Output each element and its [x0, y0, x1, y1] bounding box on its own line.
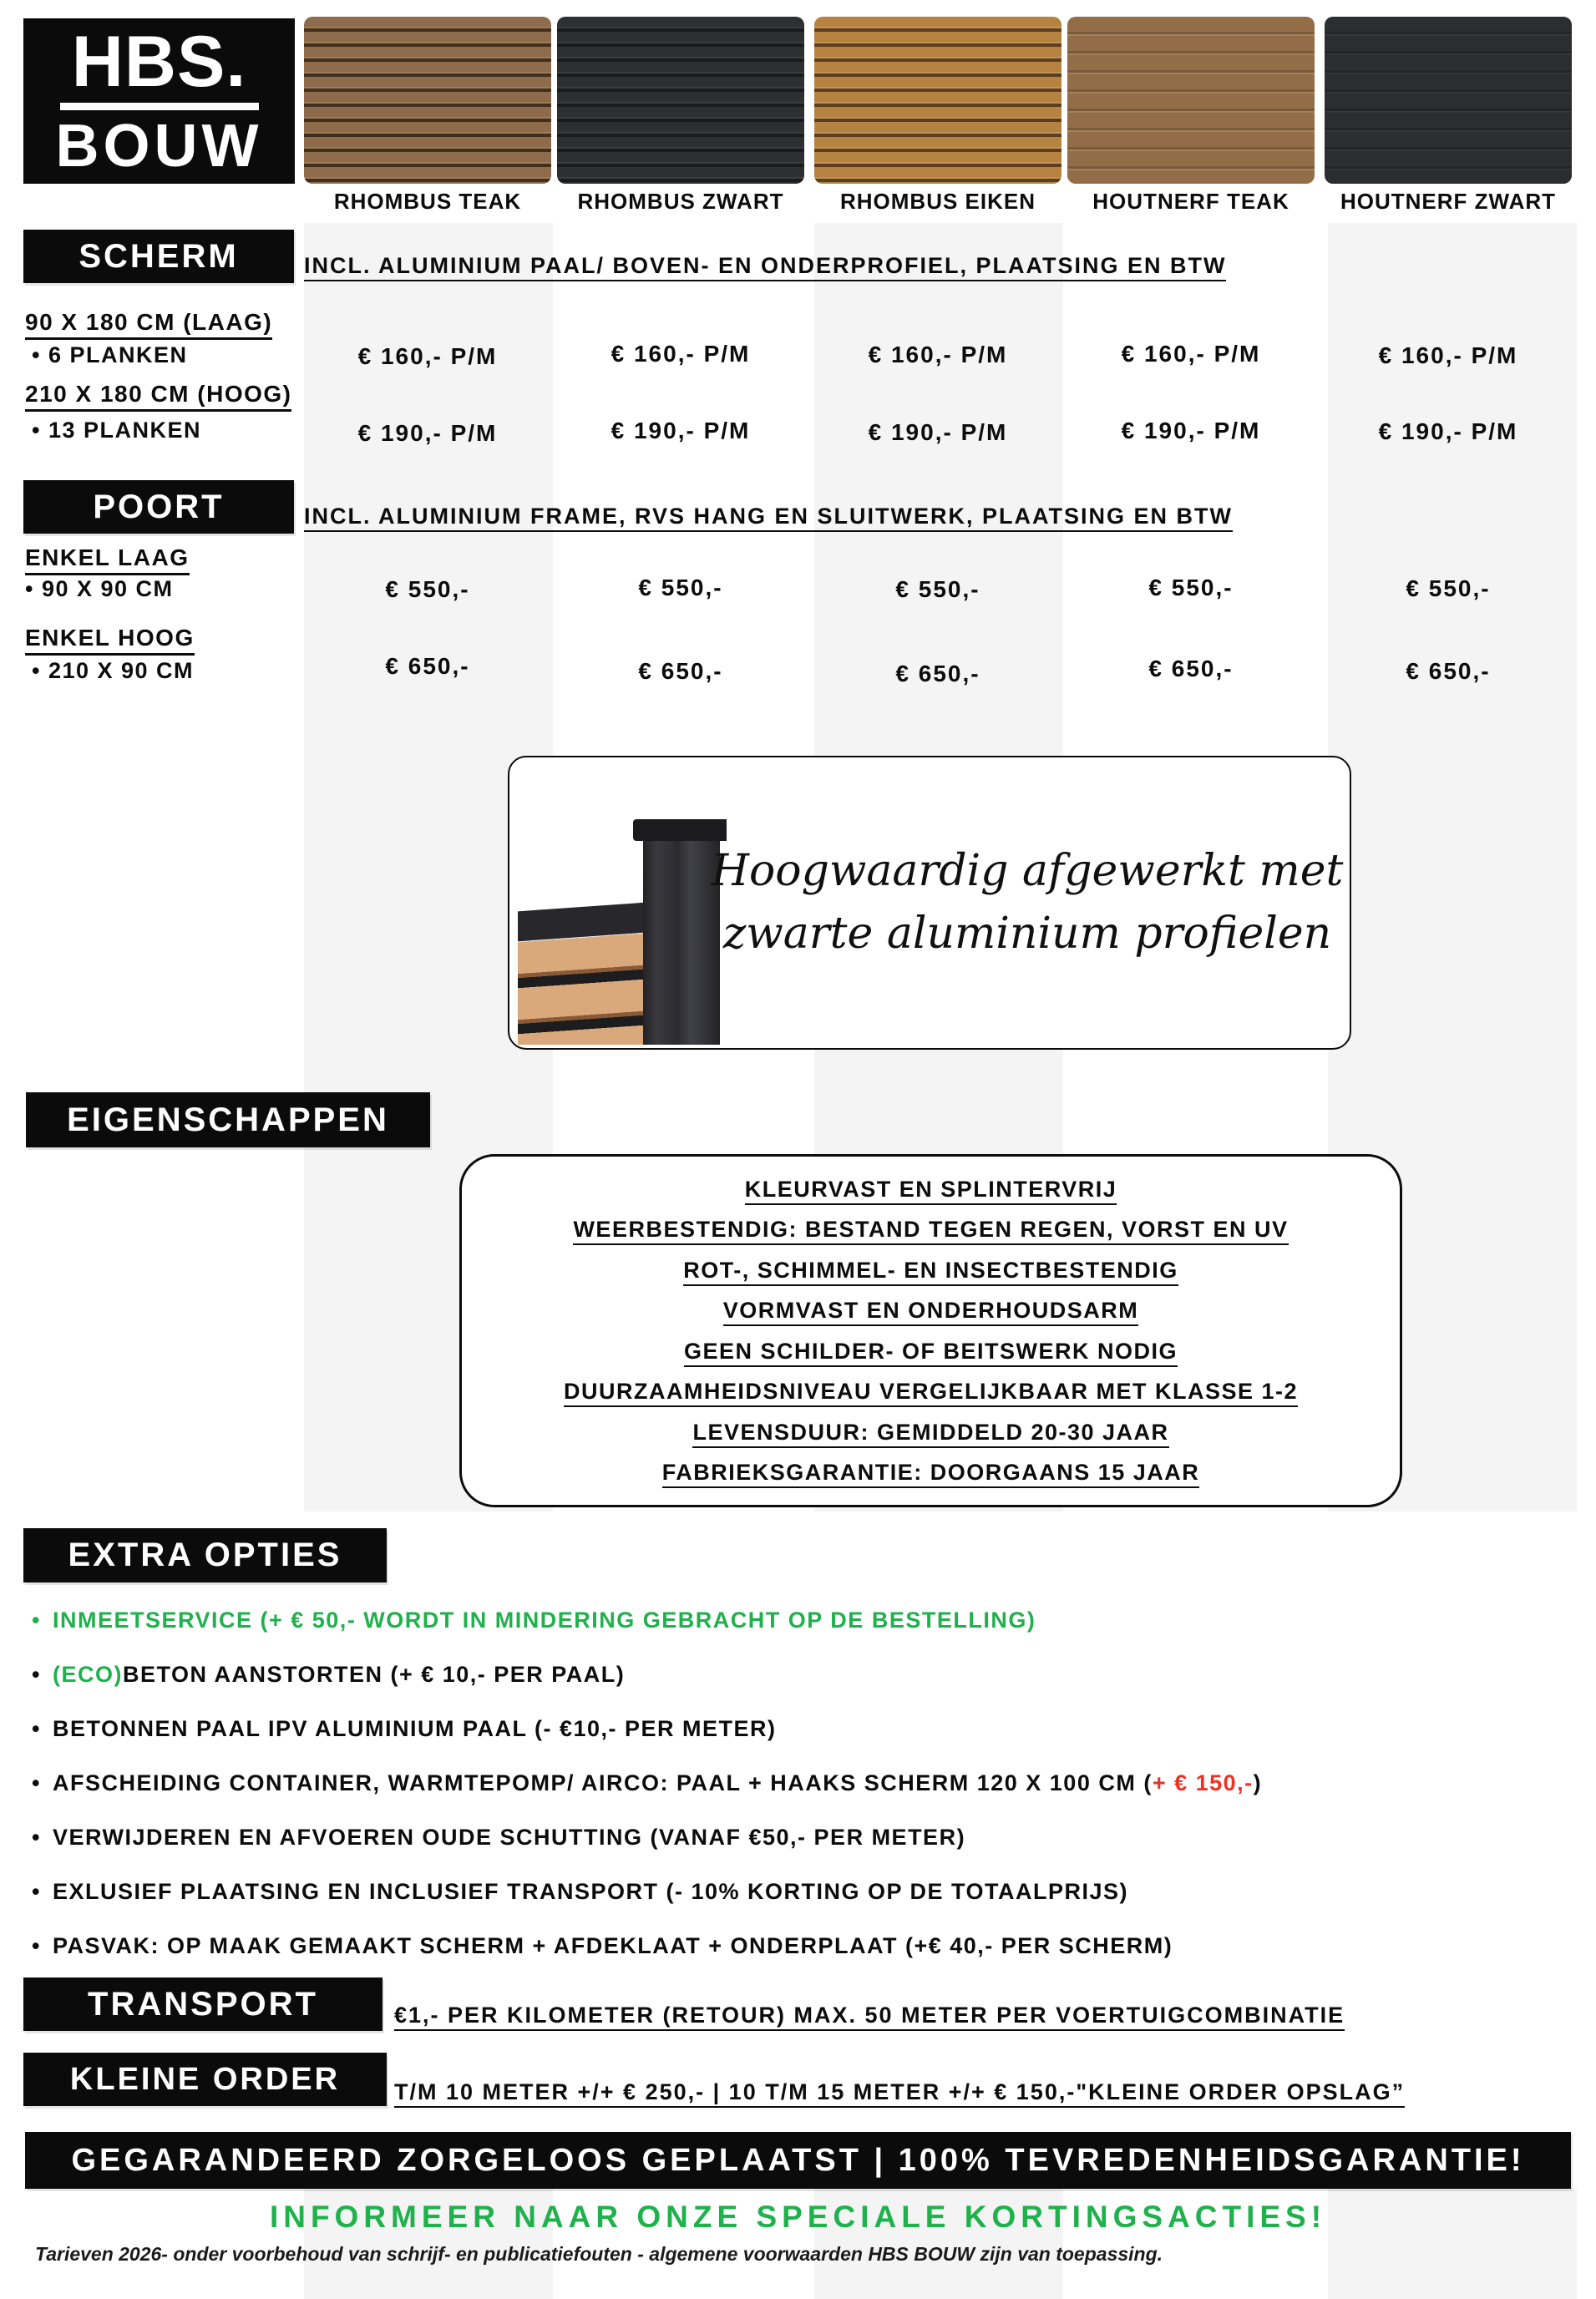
price-cell: € 650,- — [1406, 658, 1491, 684]
feature-item: KLEURVAST EN SPLINTERVRIJ — [745, 1169, 1117, 1210]
kleine-order-text: T/M 10 METER +/+ € 250,- | 10 T/M 15 METER +/+ € 150,-"KLEINE ORDER OPSLAG” — [394, 2079, 1405, 2105]
product-label: RHOMBUS TEAK — [333, 189, 522, 214]
price-cell: € 550,- — [1148, 575, 1234, 600]
guarantee-bar: GEGARANDEERD ZORGELOOS GEPLAATST | 100% TEVREDENHEIDSGARANTIE! — [25, 2132, 1571, 2189]
price-cell: € 550,- — [895, 576, 980, 602]
scherm-subtitle — [304, 253, 1226, 279]
promo-text: INFORMEER NAAR ONZE SPECIALE KORTINGSACTIES! — [269, 2200, 1327, 2234]
price-cell: € 650,- — [638, 658, 723, 684]
price-cell: € 190,- P/M — [357, 420, 498, 446]
quality-banner-card — [508, 756, 1351, 1050]
extra-opties-section-title: EXTRA OPTIES — [23, 1528, 387, 1582]
features-box — [459, 1154, 1402, 1507]
price-cell: € 550,- — [1406, 575, 1491, 601]
logo-rule — [60, 103, 259, 110]
swatch-rhombus-teak — [304, 17, 551, 184]
price-cell: € 160,- P/M — [1121, 341, 1261, 367]
extra-option-item: • AFSCHEIDING CONTAINER, WARMTEPOMP/ AIRCO: PAAL + HAAKS SCHERM 120 X 100 CM (+ € 150,-) — [32, 1770, 1263, 1795]
bullet-dot: • — [32, 1879, 41, 1904]
product-label: RHOMBUS ZWART — [577, 189, 784, 214]
slogan-line2: zwarte aluminium profielen — [722, 909, 1332, 959]
scherm-section-title: SCHERM — [23, 230, 294, 283]
row-detail: • 210 X 90 CM — [32, 658, 195, 683]
swatch-houtnerf-zwart — [1325, 17, 1572, 184]
price-cell: € 160,- P/M — [357, 343, 498, 369]
extra-opties-list — [32, 1593, 1262, 1973]
feature-item: DUURZAAMHEIDSNIVEAU VERGELIJKBAAR MET KLASSE 1-2 — [564, 1371, 1298, 1412]
eigenschappen-section-title: EIGENSCHAPPEN — [26, 1092, 430, 1147]
fence-planks — [518, 934, 643, 1045]
slogan-line1: Hoogwaardig afgewerkt met — [711, 845, 1344, 896]
price-cell: € 190,- P/M — [868, 419, 1008, 445]
swatch-houtnerf-teak — [1067, 17, 1315, 184]
feature-item: LEVENSDUUR: GEMIDDELD 20-30 JAAR — [692, 1412, 1168, 1453]
product-label: HOUTNERF ZWART — [1340, 189, 1557, 214]
price-cell: € 550,- — [385, 576, 470, 602]
extra-option-item: • EXLUSIEF PLAATSING EN INCLUSIEF TRANSPORT (- 10% KORTING OP DE TOTAALPRIJS) — [32, 1879, 1129, 1904]
product-label: HOUTNERF TEAK — [1092, 189, 1289, 214]
swatch-rhombus-zwart — [557, 17, 804, 184]
row-detail: • 6 PLANKEN — [32, 342, 188, 367]
poort-subtitle — [304, 504, 1233, 529]
price-cell: € 650,- — [895, 661, 980, 686]
price-cell: € 190,- P/M — [611, 418, 751, 443]
logo-line2: BOUW — [55, 113, 263, 180]
scherm-subtitle-text: INCL. ALUMINIUM PAAL/ BOVEN- EN ONDERPROFIEL, PLAATSING EN BTW — [304, 253, 1226, 281]
extra-option-item: • (ECO)BETON AANSTORTEN (+ € 10,- PER PAAL) — [32, 1662, 626, 1687]
row-detail: • 90 X 90 CM — [25, 576, 174, 601]
fence-post — [643, 833, 720, 1045]
extra-option-item: • PASVAK: OP MAAK GEMAAKT SCHERM + AFDEKLAAT + ONDERPLAAT (+€ 40,- PER SCHERM) — [32, 1933, 1173, 1958]
transport-text: €1,- PER KILOMETER (RETOUR) MAX. 50 METER PER VOERTUIGCOMBINATIE — [394, 2003, 1345, 2028]
bullet-dot: • — [32, 1662, 41, 1687]
poort-section-title: POORT — [23, 480, 294, 534]
fence-post-cap — [633, 819, 727, 841]
poort-subtitle-text: INCL. ALUMINIUM FRAME, RVS HANG EN SLUITWERK, PLAATSING EN BTW — [304, 504, 1233, 532]
kleine-order-section-title: KLEINE ORDER — [23, 2053, 387, 2106]
row-detail: • 13 PLANKEN — [32, 418, 201, 443]
price-cell: € 160,- P/M — [868, 342, 1008, 367]
swatch-rhombus-eiken — [814, 17, 1061, 184]
transport-section-title: TRANSPORT — [23, 1977, 383, 2031]
bullet-dot: • — [32, 1825, 41, 1850]
row-size-label: 210 X 180 CM (HOOG) — [25, 381, 291, 408]
bullet-dot: • — [32, 1716, 41, 1741]
hbs-bouw-logo — [23, 18, 295, 184]
extra-option-item: • BETONNEN PAAL IPV ALUMINIUM PAAL (- €10,- PER METER) — [32, 1716, 777, 1741]
row-size-label: ENKEL LAAG — [25, 544, 190, 571]
logo-line1: HBS. — [71, 22, 247, 102]
feature-item: ROT-, SCHIMMEL- EN INSECTBESTENDIG — [683, 1250, 1178, 1291]
extra-option-item: • VERWIJDEREN EN AFVOEREN OUDE SCHUTTING (VANAF €50,- PER METER) — [32, 1825, 966, 1850]
handwritten-slogan — [711, 757, 1344, 1048]
extra-option-item: • INMEETSERVICE (+ € 50,- WORDT IN MINDERING GEBRACHT OP DE BESTELLING) — [32, 1608, 1036, 1633]
price-cell: € 650,- — [1148, 656, 1234, 681]
price-cell: € 190,- P/M — [1378, 418, 1518, 444]
bullet-dot: • — [32, 1933, 41, 1958]
feature-item: FABRIEKSGARANTIE: DOORGAANS 15 JAAR — [662, 1452, 1200, 1493]
price-cell: € 160,- P/M — [611, 341, 751, 367]
price-cell: € 650,- — [385, 653, 470, 679]
product-label: RHOMBUS EIKEN — [839, 189, 1036, 214]
price-cell: € 550,- — [638, 575, 723, 600]
price-cell: € 190,- P/M — [1121, 418, 1261, 443]
feature-item: WEERBESTENDIG: BESTAND TEGEN REGEN, VORST EN UV — [573, 1209, 1288, 1250]
row-size-label: 90 X 180 CM (LAAG) — [25, 309, 272, 336]
feature-item: GEEN SCHILDER- OF BEITSWERK NODIG — [684, 1331, 1178, 1372]
footer-disclaimer: Tarieven 2026- onder voorbehoud van schrijf- en publicatiefouten - algemene voorwaarden HBS BOUW zijn van toepassing. — [35, 2243, 1163, 2265]
fence-photo — [518, 787, 727, 1045]
bullet-dot: • — [32, 1770, 41, 1795]
row-size-label: ENKEL HOOG — [25, 625, 195, 651]
price-cell: € 160,- P/M — [1378, 342, 1518, 368]
feature-item: VORMVAST EN ONDERHOUDSARM — [723, 1290, 1139, 1331]
bullet-dot: • — [32, 1608, 41, 1633]
